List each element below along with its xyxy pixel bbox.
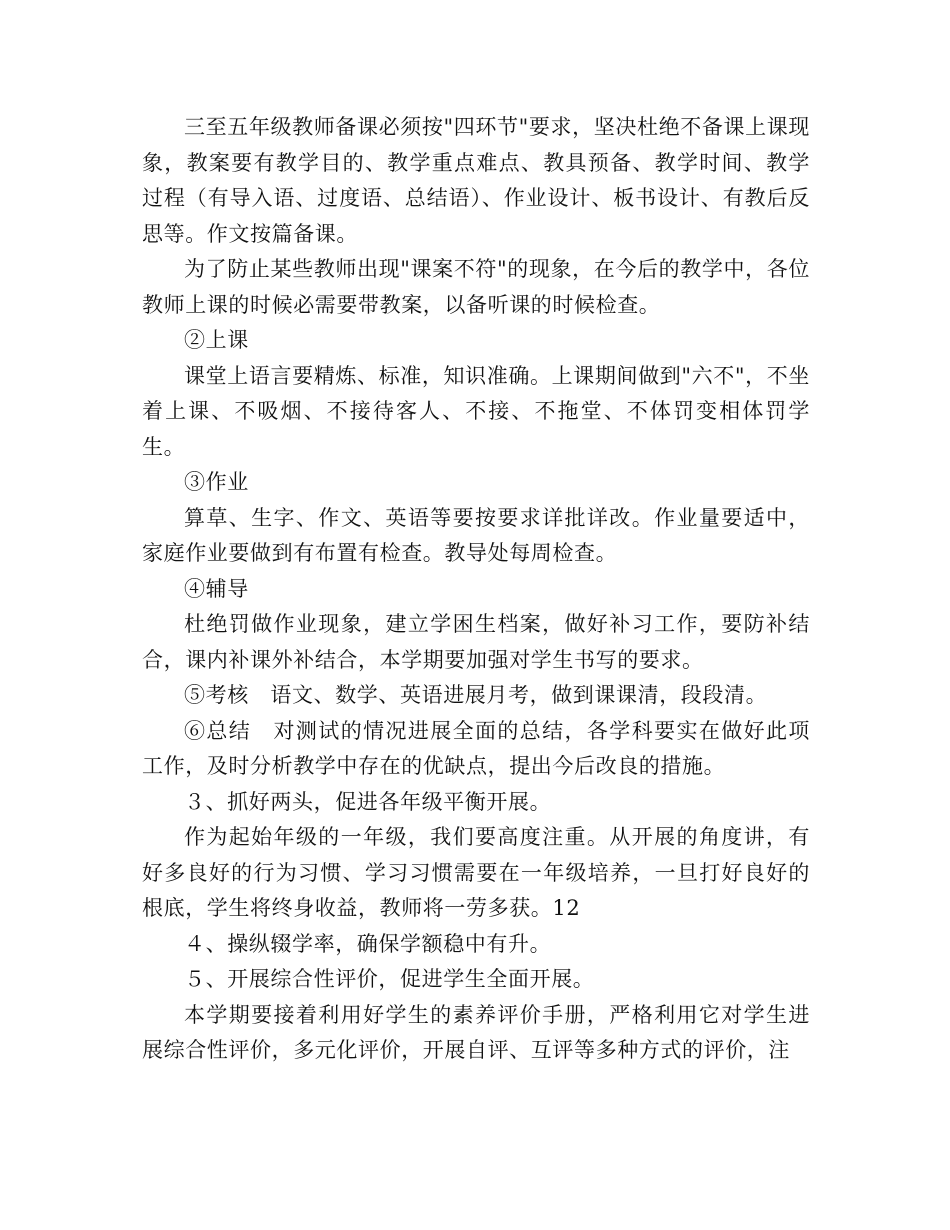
heading-section-4: ４、操纵辍学率，确保学额稳中有升。 — [184, 931, 552, 956]
heading-tutoring: ④辅导 — [184, 576, 249, 601]
paragraph-tutoring: 杜绝罚做作业现象，建立学困生档案，做好补习工作，要防补结合，课内补课外补结合，本学期要加强对学生书写的要求。 — [142, 612, 810, 672]
heading-homework: ③作业 — [184, 470, 249, 494]
paragraph-assessment: ⑤考核 语文、数学、英语进展月考，做到课课清，段段清。 — [184, 683, 768, 707]
paragraph-lesson-plan-check: 为了防止某些教师出现"课案不符"的现象，在今后的教学中，各位教师上课的时候必需要带教案，以备听课的时候检查。 — [142, 257, 810, 317]
paragraph-first-grade: 作为起始年级的一年级，我们要高度注重。从开展的角度讲，有好多良好的行为习惯、学习习惯需要在一年级培养，一旦打好良好的根底，学生将终身收益，教师将一劳多获。12 — [142, 825, 810, 920]
paragraph-summary: ⑥总结 对测试的情况进展全面的总结，各学科要实在做好此项工作，及时分析教学中存在的优缺点，提出今后改良的措施。 — [142, 718, 810, 778]
paragraph-evaluation: 本学期要接着利用好学生的素养评价手册，严格利用它对学生进展综合性评价，多元化评价，开展自评、互评等多种方式的评价，注 — [142, 1002, 810, 1062]
heading-class: ②上课 — [184, 328, 249, 352]
heading-section-5: ５、开展综合性评价，促进学生全面开展。 — [184, 967, 595, 991]
paragraph-lesson-prep: 三至五年级教师备课必须按"四环节"要求，坚决杜绝不备课上课现象，教案要有教学目的、教学重点难点、教具预备、教学时间、教学过程（有导入语、过度语、总结语）、作业设计、板书设计、有教后反思等。作文按篇备课。 — [142, 115, 810, 246]
document-body — [142, 110, 810, 1069]
heading-section-3: ３、抓好两头，促进各年级平衡开展。 — [184, 789, 552, 814]
paragraph-homework: 算草、生字、作文、英语等要按要求详批详改。作业量要适中，家庭作业要做到有布置有检查。教导处每周检查。 — [142, 505, 810, 565]
paragraph-class-rules: 课堂上语言要精炼、标准，知识准确。上课期间做到"六不"，不坐着上课、不吸烟、不接待客人、不接、不拖堂、不体罚变相体罚学生。 — [142, 363, 810, 459]
